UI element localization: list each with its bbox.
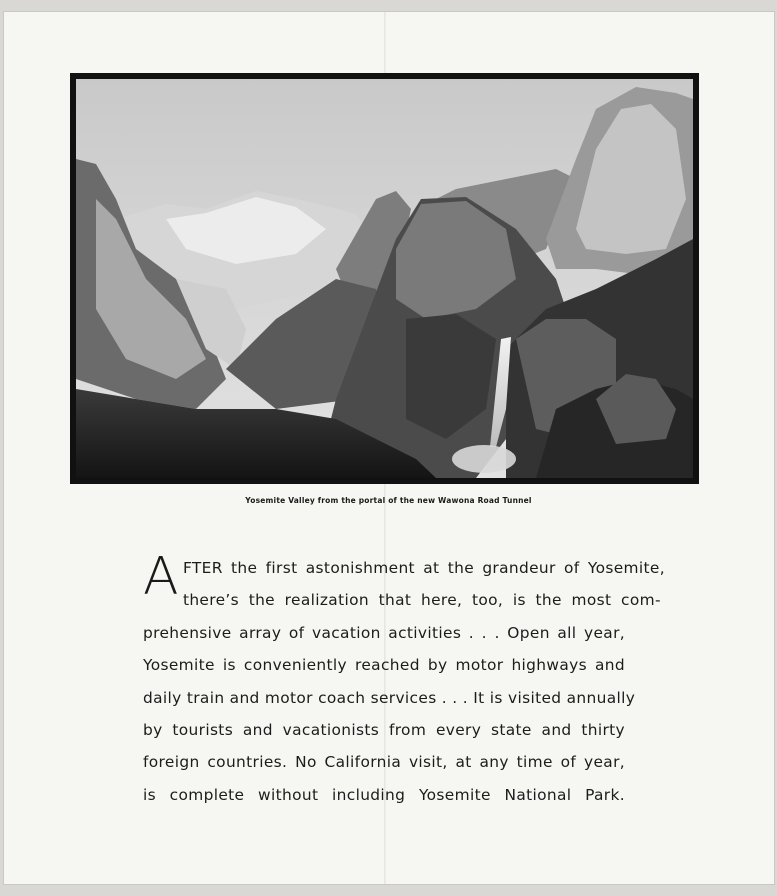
- body-line-6: by tourists and vacationists from every state and thirty: [143, 721, 625, 740]
- drop-cap: A: [143, 547, 179, 607]
- body-line-4: Yosemite is conveniently reached by motor highways and: [143, 656, 625, 675]
- body-line-1: FTER the first astonishment at the grandeur of Yosemite,: [182, 559, 665, 577]
- body-line-8: is complete without including Yosemite National Park.: [143, 785, 625, 804]
- body-line-2: there’s the realization that here, too, is the most com-: [182, 591, 661, 610]
- body-paragraph: [143, 547, 665, 811]
- body-line-5: daily train and motor coach services . . . It is visited annually: [143, 688, 636, 707]
- photo-frame: [70, 73, 699, 484]
- yosemite-valley-photo: [76, 79, 693, 478]
- body-line-7: foreign countries. No California visit, at any time of year,: [143, 753, 625, 772]
- body-line-3: prehensive array of vacation activities . . . Open all year,: [143, 623, 625, 642]
- photo-caption: Yosemite Valley from the portal of the new Wawona Road Tunnel: [245, 496, 532, 505]
